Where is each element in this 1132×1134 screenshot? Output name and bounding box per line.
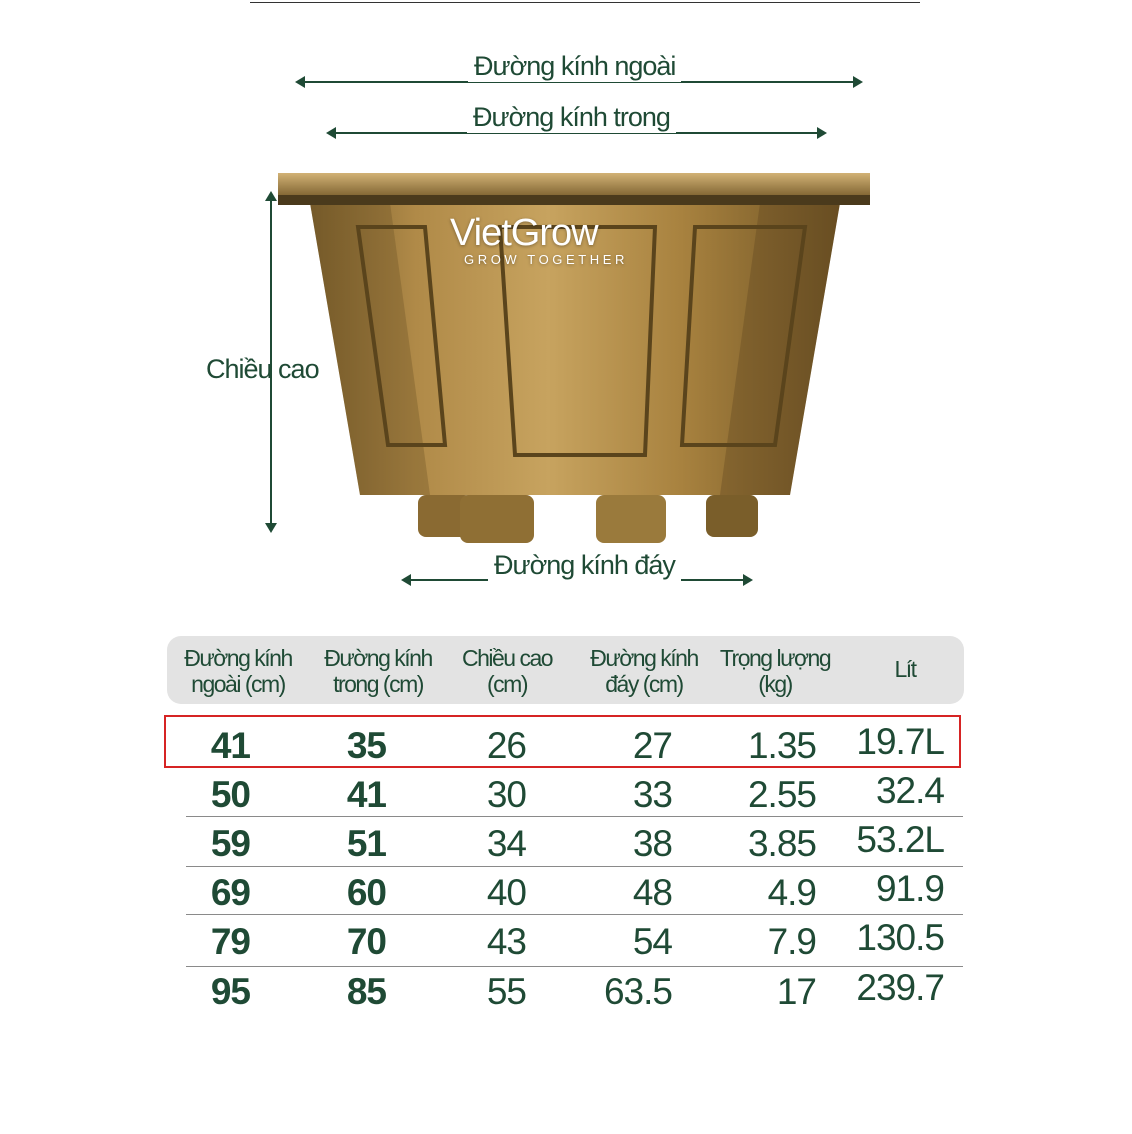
cell-height: 40 xyxy=(486,872,526,913)
cell-weight: 2.55 xyxy=(747,774,816,815)
cell-base-diameter: 48 xyxy=(632,872,672,913)
header-outer-diameter: Đường kính ngoài (cm) xyxy=(184,645,292,697)
row-divider xyxy=(186,966,963,967)
cell-liters: 32.4 xyxy=(875,770,944,811)
base-diameter-label: Đường kính đáy xyxy=(488,550,681,581)
cell-base-diameter: 33 xyxy=(632,774,672,815)
cell-weight: 3.85 xyxy=(747,823,816,864)
logo-tagline: GROW TOGETHER xyxy=(464,252,629,267)
cell-outer-diameter: 79 xyxy=(210,921,250,962)
cell-base-diameter: 63.5 xyxy=(603,971,672,1012)
cell-inner-diameter: 60 xyxy=(346,872,386,913)
cell-liters: 130.5 xyxy=(856,917,944,958)
header-liters: Lít xyxy=(894,656,916,682)
cell-height: 34 xyxy=(486,823,526,864)
cell-height: 26 xyxy=(486,725,526,766)
top-rule xyxy=(250,2,920,3)
cell-base-diameter: 38 xyxy=(632,823,672,864)
header-weight: Trọng lượng (kg) xyxy=(719,645,831,697)
row-divider xyxy=(186,816,963,817)
cell-outer-diameter: 69 xyxy=(210,872,250,913)
cell-inner-diameter: 51 xyxy=(346,823,386,864)
cell-outer-diameter: 50 xyxy=(210,774,250,815)
cell-liters: 19.7L xyxy=(856,721,944,762)
cell-height: 30 xyxy=(486,774,526,815)
cell-weight: 17 xyxy=(776,971,816,1012)
vietgrow-logo xyxy=(450,213,628,267)
cell-outer-diameter: 41 xyxy=(210,725,250,766)
cell-height: 55 xyxy=(486,971,526,1012)
header-height: Chiều cao (cm) xyxy=(461,645,553,697)
cell-base-diameter: 54 xyxy=(632,921,672,962)
inner-diameter-label: Đường kính trong xyxy=(467,102,676,133)
cell-inner-diameter: 70 xyxy=(346,921,386,962)
cell-weight: 4.9 xyxy=(767,872,816,913)
cell-inner-diameter: 41 xyxy=(346,774,386,815)
cell-outer-diameter: 59 xyxy=(210,823,250,864)
header-base-diameter: Đường kính đáy (cm) xyxy=(590,645,698,697)
logo-name: VietGrow xyxy=(450,212,598,254)
cell-liters: 239.7 xyxy=(856,967,944,1008)
cell-outer-diameter: 95 xyxy=(210,971,250,1012)
row-divider xyxy=(186,866,963,867)
cell-weight: 1.35 xyxy=(747,725,816,766)
row-divider xyxy=(186,914,963,915)
cell-liters: 91.9 xyxy=(875,868,944,909)
cell-inner-diameter: 35 xyxy=(346,725,386,766)
cell-liters: 53.2L xyxy=(856,819,944,860)
cell-height: 43 xyxy=(486,921,526,962)
height-label: Chiều cao xyxy=(206,354,319,384)
cell-weight: 7.9 xyxy=(767,921,816,962)
header-inner-diameter: Đường kính trong (cm) xyxy=(324,645,432,697)
outer-diameter-label: Đường kính ngoài xyxy=(468,51,681,82)
cell-base-diameter: 27 xyxy=(632,725,672,766)
cell-inner-diameter: 85 xyxy=(346,971,386,1012)
